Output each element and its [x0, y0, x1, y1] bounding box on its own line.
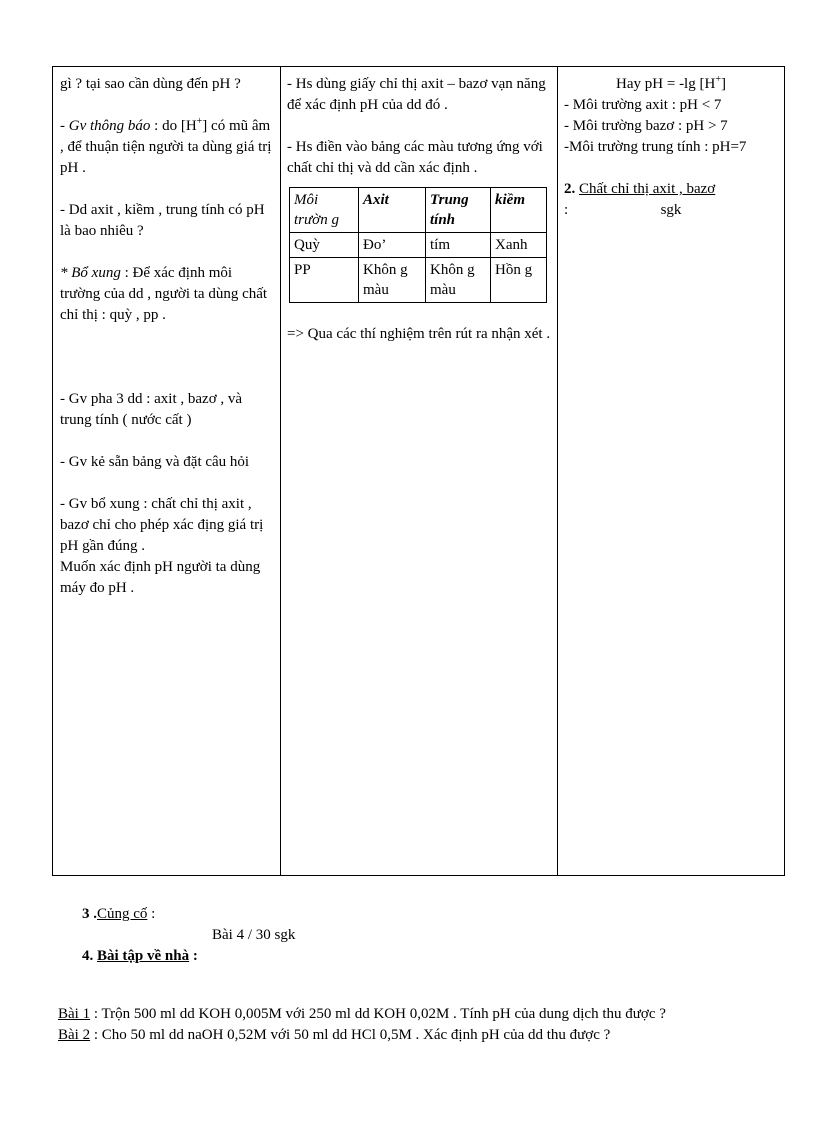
teacher-activity-column — [53, 67, 281, 875]
table-cell: Khôn g màu — [426, 258, 491, 303]
ph-formula-pre: Hay pH = -lg [H — [616, 76, 716, 92]
table-cell: Khôn g màu — [359, 258, 426, 303]
teacher-inform-paragraph — [60, 116, 274, 179]
teacher-table-text: - Gv kẻ sẵn bảng và đặt câu hỏi — [60, 454, 250, 470]
table-cell: Hồn g — [491, 258, 547, 303]
consolidation-section — [58, 904, 778, 967]
homework-heading — [58, 946, 778, 967]
base-environment-line: - Môi trường bazơ : pH > 7 — [564, 118, 728, 134]
consolidation-heading — [58, 904, 778, 925]
table-cell: Đo’ — [359, 233, 426, 258]
section-title: Củng cố — [97, 906, 148, 922]
teacher-inform-text-rest: ] có mũ âm , để thuận tiện người ta dùng giá trị pH . — [60, 118, 272, 176]
supplement-text: : Để xác định môi trường của dd , người ta dùng chất chỉ thị : quỳ , pp . — [60, 265, 268, 323]
table-cell: PP — [290, 258, 359, 303]
exercise-text: : Trộn 500 ml dd KOH 0,005M với 250 ml dd KOH 0,02M . Tính pH của dung dịch thu được ? — [90, 1006, 666, 1022]
heading-text: Chất chỉ thị axit , bazơ — [579, 181, 716, 197]
superscript: + — [196, 116, 203, 127]
ph-formula-post: ] — [720, 76, 726, 92]
homework-section — [58, 1004, 778, 1046]
indicator-color-table — [289, 187, 547, 303]
section-number: 3 . — [82, 906, 97, 922]
table-header-cell: Môi trườn g — [290, 188, 359, 233]
exercise-label: Bài 2 — [58, 1027, 91, 1043]
table-header-cell: Trung tính — [426, 188, 491, 233]
teacher-prepare-text: - Gv pha 3 dd : axit , bazơ , và trung tính ( nước cất ) — [60, 391, 243, 428]
indicator-heading — [564, 179, 778, 200]
acid-environment-line: - Môi trường axit : pH < 7 — [564, 97, 722, 113]
table-header-row — [290, 188, 547, 233]
ph-meter-text: Muốn xác định pH người ta dùng máy đo pH . — [60, 559, 261, 596]
table-cell: tím — [426, 233, 491, 258]
exercise-label: Bài 1 — [58, 1006, 91, 1022]
section-number: 4. — [82, 948, 94, 964]
exercise-text: : Cho 50 ml dd naOH 0,52M với 50 ml dd HCl 0,5M . Xác định pH của dd thu được ? — [90, 1027, 611, 1043]
heading-colon: : — [564, 202, 569, 218]
question-acid-base-ph: - Dd axit , kiềm , trung tính có pH là bao nhiêu ? — [60, 202, 265, 239]
consolidation-item: Bài 4 / 30 sgk — [212, 927, 296, 943]
content-column — [558, 67, 784, 875]
supplement-label: * Bổ xung — [60, 265, 121, 281]
section-colon: : — [147, 906, 156, 922]
supplement-paragraph — [60, 263, 274, 326]
teacher-inform-label: - Gv thông báo — [60, 118, 151, 134]
table-cell: Quỳ — [290, 233, 359, 258]
heading-number: 2. — [564, 181, 576, 197]
conclusion-text: => Qua các thí nghiệm trên rút ra nhận xét . — [287, 326, 551, 342]
ph-formula — [564, 74, 778, 95]
exercise-1 — [58, 1004, 778, 1025]
superscript: + — [715, 74, 721, 85]
table-cell: Xanh — [491, 233, 547, 258]
student-activity-column — [281, 67, 558, 875]
table-header-cell: kiềm — [491, 188, 547, 233]
section-title: Bài tập về nhà — [97, 948, 190, 964]
student-fill-text: - Hs điền vào bảng các màu tương ứng với chất chỉ thị và dd cần xác định . — [287, 139, 543, 176]
neutral-environment-line: -Môi trường trung tính : pH=7 — [564, 139, 747, 155]
teacher-supplement-text: - Gv bổ xung : chất chỉ thị axit , bazơ chỉ cho phép xác địng giá trị pH gần đúng . — [60, 496, 264, 554]
table-row — [290, 233, 547, 258]
table-header-cell: Axit — [359, 188, 426, 233]
lesson-table — [52, 66, 785, 876]
section-colon: : — [189, 948, 198, 964]
exercise-2 — [58, 1025, 778, 1046]
table-row — [290, 258, 547, 303]
teacher-inform-text: : do [H — [150, 118, 197, 134]
student-test-text: - Hs dùng giấy chỉ thị axit – bazơ vạn năng để xác định pH của dd đó . — [287, 76, 546, 113]
question-ph-text: gì ? tại sao cần dùng đến pH ? — [60, 76, 241, 92]
sgk-reference: sgk — [660, 202, 682, 218]
